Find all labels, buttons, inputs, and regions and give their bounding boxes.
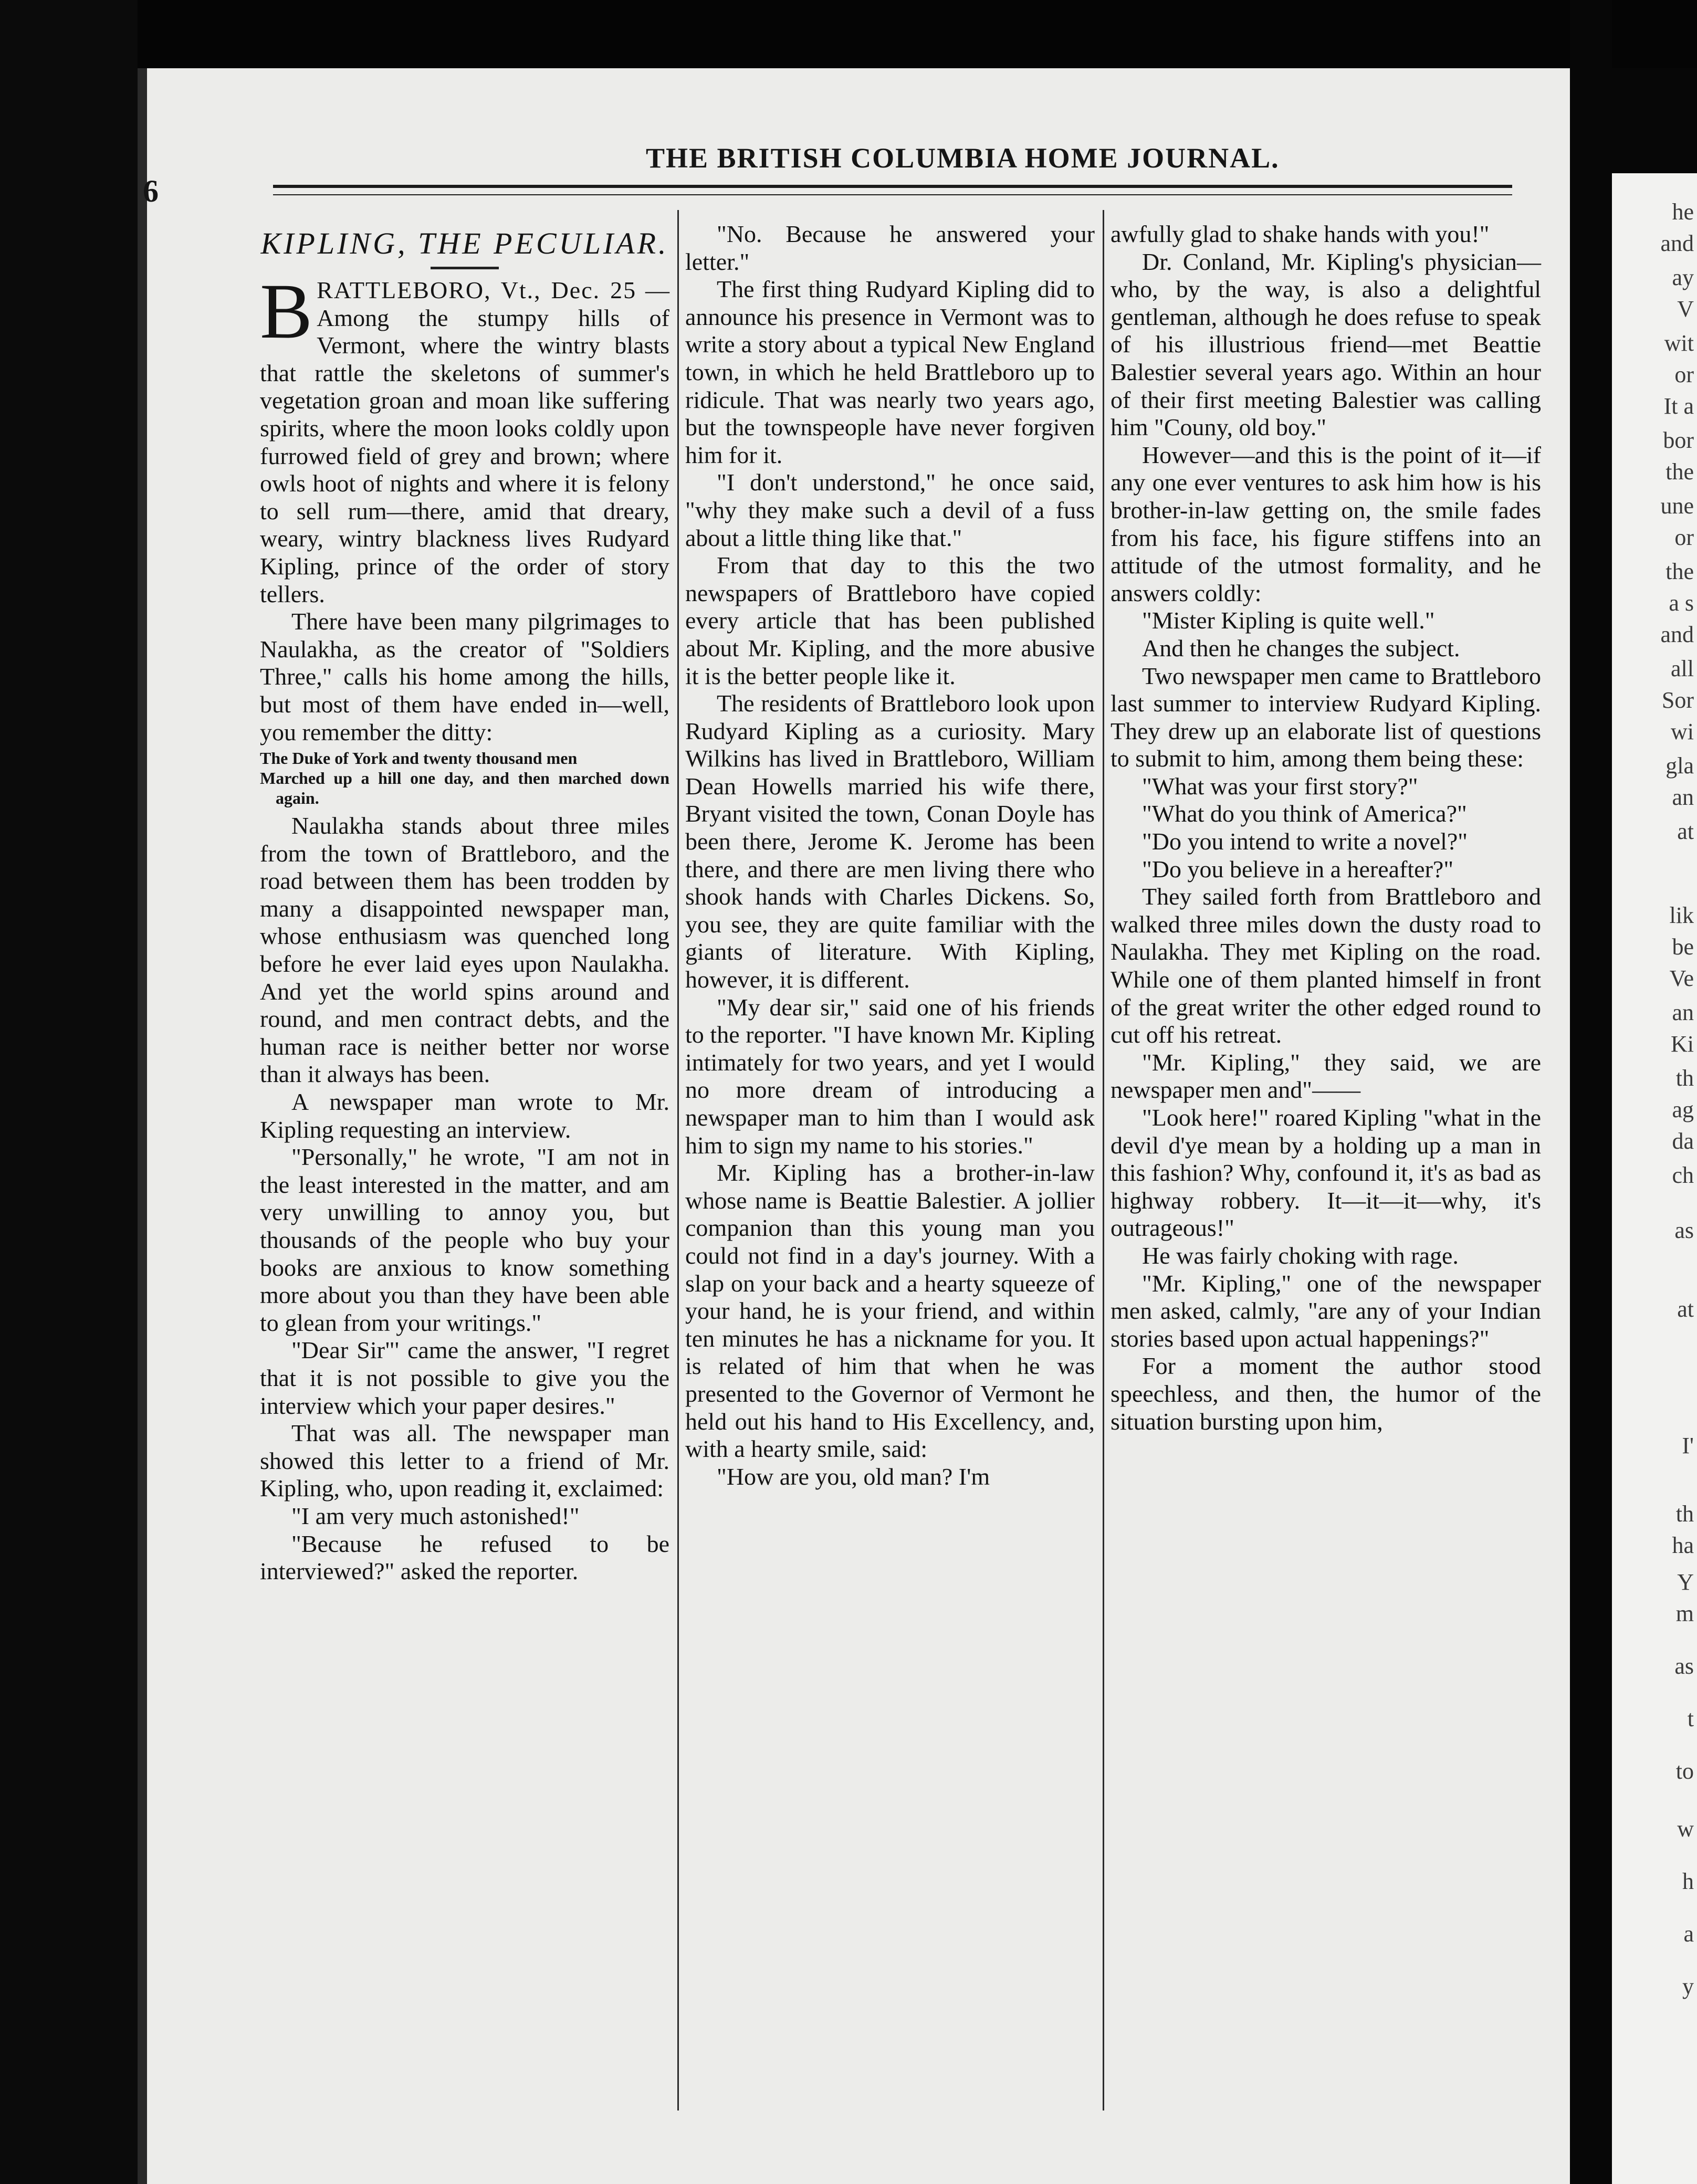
paragraph: There have been many pilgrimages to Naulakha, as the creator of "Soldiers Three," calls his home among the hills, but most of them have ended in—well, you remember the ditty:	[260, 608, 669, 746]
facing-page-fragment: ay	[1672, 265, 1694, 290]
facing-page-fragment: w	[1677, 1816, 1694, 1842]
facing-page-fragment: y	[1682, 1974, 1694, 1999]
paragraph: And then he changes the subject.	[1142, 634, 1460, 662]
paragraph: "I am very much astonished!"	[291, 1502, 580, 1529]
paragraph: "Personally," he wrote, "I am not in the least interested in the matter, and am very unwilling to annoy you, but thousands of the people who buy your books are anxious to know something more about you than they have been able to glean from your writings."	[260, 1143, 669, 1336]
headline-rule	[431, 267, 499, 269]
facing-page-fragment: wit	[1664, 331, 1694, 356]
paragraph: For a moment the author stood speechless, and then, the humor of the situation bursting upon him,	[1111, 1352, 1541, 1435]
column-3	[1111, 220, 1541, 1435]
paragraph: The residents of Brattleboro look upon Rudyard Kipling as a curiosity. Mary Wilkins has lived in Brattleboro, William Dean Howells married his wife there, Bryant visited the town, Conan Doyle has been there, Jerome K. Jerome has been there, and there are men living there who shook hands with Charles Dickens. So, you see, they are quite familiar with the giants of literature. With Kipling, however, it is different.	[685, 690, 1095, 993]
facing-page-fragment: all	[1671, 656, 1694, 681]
paragraph: A newspaper man wrote to Mr. Kipling requesting an interview.	[260, 1088, 669, 1143]
scan-border-left	[0, 0, 138, 2184]
facing-page-fragment: at	[1677, 819, 1694, 844]
facing-page-fragment: the	[1665, 459, 1694, 485]
facing-page-fragment: and	[1660, 622, 1694, 647]
paragraph: From that day to this the two newspapers of Brattleboro have copied every article that has been published about Mr. Kipling, and the more abusive it is the better people like it.	[685, 552, 1095, 689]
facing-page-fragment: he	[1672, 200, 1694, 225]
paragraph: "My dear sir," said one of his friends to the reporter. "I have known Mr. Kipling intimately for two years, and yet I would no more dream of introducing a newspaper man to him than I would ask him to sign my name to his stories."	[685, 993, 1095, 1159]
facing-page-fragment: or	[1674, 525, 1694, 550]
facing-page-fragment: ag	[1672, 1097, 1694, 1122]
paragraph: Dr. Conland, Mr. Kipling's physician—who, by the way, is also a delightful gentleman, although he does refuse to speak of his illustrious friend—met Beattie Balestier several years ago. Within an hour of their first meeting Balestier was calling him "Couny, old boy."	[1111, 248, 1541, 441]
journal-title: THE BRITISH COLUMBIA HOME JOURNAL.	[646, 142, 1280, 174]
facing-page-fragment: th	[1675, 1502, 1694, 1527]
facing-page-fragment: V	[1677, 297, 1694, 322]
facing-page-fragment: or	[1674, 362, 1694, 387]
paragraph: "Mr. Kipling," they said, we are newspaper men and"——	[1111, 1048, 1541, 1104]
paragraph: That was all. The newspaper man showed this letter to a friend of Mr. Kipling, who, upon reading it, exclaimed:	[260, 1420, 669, 1502]
paragraph: Naulakha stands about three miles from the town of Brattleboro, and the road between them has been trodden by many a disappointed newspaper man, whose enthusiasm was quenched long before he ever laid eyes upon Naulakha. And yet the world spins around and round, and men contract debts, and the human race is neither better nor worse than it always has been.	[260, 812, 669, 1088]
column-2	[685, 220, 1095, 1490]
facing-page-fragment: It a	[1663, 394, 1694, 419]
facing-page-fragment: t	[1687, 1706, 1694, 1731]
paragraph: Two newspaper men came to Brattleboro last summer to interview Rudyard Kipling. They drew up an elaborate list of questions to submit to him, among them being these:	[1111, 662, 1541, 772]
verse-quote	[260, 748, 669, 808]
facing-page-fragment: m	[1675, 1601, 1694, 1626]
paragraph: "Mr. Kipling," one of the newspaper men asked, calmly, "are any of your Indian stories based upon actual happenings?"	[1111, 1269, 1541, 1352]
book-gutter	[1570, 0, 1612, 2184]
paragraph: "Do you believe in a hereafter?"	[1142, 855, 1454, 883]
paragraph: "Dear Sir"' came the answer, "I regret that it is not possible to give you the interview which your paper desires."	[260, 1337, 669, 1419]
facing-page-fragment: th	[1675, 1066, 1694, 1091]
paragraph: "I don't understond," he once said, "why they make such a devil of a fuss about a little thing like that."	[685, 469, 1095, 551]
header-rule-thick	[273, 185, 1512, 188]
facing-page-fragment: a s	[1669, 591, 1694, 616]
verse-line-1: The Duke of York and twenty thousand men	[260, 749, 578, 768]
facing-page-fragment: gla	[1665, 753, 1694, 779]
paragraph: "How are you, old man? I'm	[717, 1463, 990, 1490]
facing-page-fragment: Sor	[1661, 688, 1694, 713]
verse-line-2: Marched up a hill one day, and then marched down again.	[260, 769, 669, 808]
lead-paragraph	[260, 268, 669, 608]
facing-page-fragment: Ve	[1669, 966, 1694, 991]
facing-page-fragment: as	[1674, 1654, 1694, 1679]
facing-page-fragment: ch	[1672, 1163, 1694, 1188]
facing-page-fragment: and	[1660, 231, 1694, 256]
paragraph: "What was your first story?"	[1142, 772, 1418, 800]
paragraph: awfully glad to shake hands with you!"	[1111, 220, 1490, 247]
facing-page-fragment: Y	[1677, 1570, 1694, 1595]
scan-border-top	[0, 0, 1697, 68]
paragraph: "Because he refused to be interviewed?" asked the reporter.	[260, 1530, 669, 1585]
facing-page-fragment: a	[1683, 1922, 1694, 1947]
header-rule-thin	[273, 194, 1512, 195]
facing-page-fragment: be	[1672, 934, 1694, 960]
paragraph: Mr. Kipling has a brother-in-law whose name is Beattie Balestier. A jollier companion than this young man you could not find in a day's journey. With a slap on your back and a hearty squeeze of your hand, he is your friend, and within ten minutes he has a nickname for you. It is related of him that when he was presented to the Governor of Vermont he held out his hand to His Excellency, and, with a hearty smile, said:	[685, 1159, 1095, 1463]
drop-cap: B	[260, 268, 313, 355]
paragraph: The first thing Rudyard Kipling did to announce his presence in Vermont was to write a story about a typical New England town, in which he held Brattleboro up to ridicule. That was nearly two years ago, but the townspeople have never forgiven him for it.	[685, 276, 1095, 468]
paragraph: He was fairly choking with rage.	[1142, 1242, 1459, 1269]
facing-page-fragment: bor	[1663, 428, 1694, 453]
facing-page-fragment: wi	[1671, 719, 1694, 744]
page-edge-shadow	[138, 68, 147, 2184]
facing-page-fragment: an	[1672, 1000, 1694, 1025]
paragraph: "Do you intend to write a novel?"	[1142, 828, 1468, 855]
facing-page-fragment: une	[1660, 494, 1694, 519]
facing-page-fragment: to	[1675, 1759, 1694, 1784]
article-headline: KIPLING, THE PECULIAR.	[260, 226, 669, 260]
paragraph: However—and this is the point of it—if any one ever ventures to ask him how is his brother-in-law getting on, the smile fades from his face, his figure stiffens into an attitude of the utmost formality, and he answers coldly:	[1111, 441, 1541, 606]
facing-page-fragment: an	[1672, 785, 1694, 810]
facing-page-fragment: h	[1682, 1869, 1694, 1894]
facing-page-fragment: da	[1672, 1129, 1694, 1154]
facing-page-sliver	[1612, 173, 1697, 2184]
paragraph: "No. Because he answered your letter."	[685, 220, 1095, 275]
paragraph: They sailed forth from Brattleboro and walked three miles down the dusty road to Naulakha. They met Kipling on the road. While one of them planted himself in front of the great writer the other edged round to cut off his retreat.	[1111, 883, 1541, 1048]
column-1	[260, 220, 669, 1586]
facing-page-fragment: Ki	[1671, 1032, 1694, 1057]
facing-page-fragment: I'	[1682, 1433, 1694, 1458]
paragraph: "Look here!" roared Kipling "what in the devil d'ye mean by a holding up a man in this fashion? Why, confound it, it's as bad as highway robbery. It—it—it—why, it's outrageous!"	[1111, 1104, 1541, 1242]
column-divider-2	[1103, 210, 1104, 2110]
facing-page-fragment: the	[1665, 559, 1694, 584]
paragraph: "Mister Kipling is quite well."	[1142, 607, 1435, 634]
facing-page-fragment: ha	[1672, 1533, 1694, 1558]
facing-page-fragment: lik	[1669, 903, 1694, 928]
facing-page-fragment: as	[1674, 1218, 1694, 1243]
paragraph: "What do you think of America?"	[1142, 800, 1467, 827]
column-divider-1	[677, 210, 679, 2110]
paragraph-text: —Among the stumpy hills of Vermont, where the wintry blasts that rattle the skeletons of summer's vegetation groan and moan like suffering spirits, where the moon looks coldly upon furrowed field of grey and brown; where owls hoot of nights and where it is felony to sell rum—there, amid that dreary, weary, wintry blackness lives Rudyard Kipling, prince of the order of story tellers.	[260, 277, 669, 607]
page-number: 6	[143, 174, 159, 208]
facing-page-fragment: at	[1677, 1297, 1694, 1322]
dateline: RATTLEBORO, Vt., Dec. 25	[317, 277, 637, 303]
